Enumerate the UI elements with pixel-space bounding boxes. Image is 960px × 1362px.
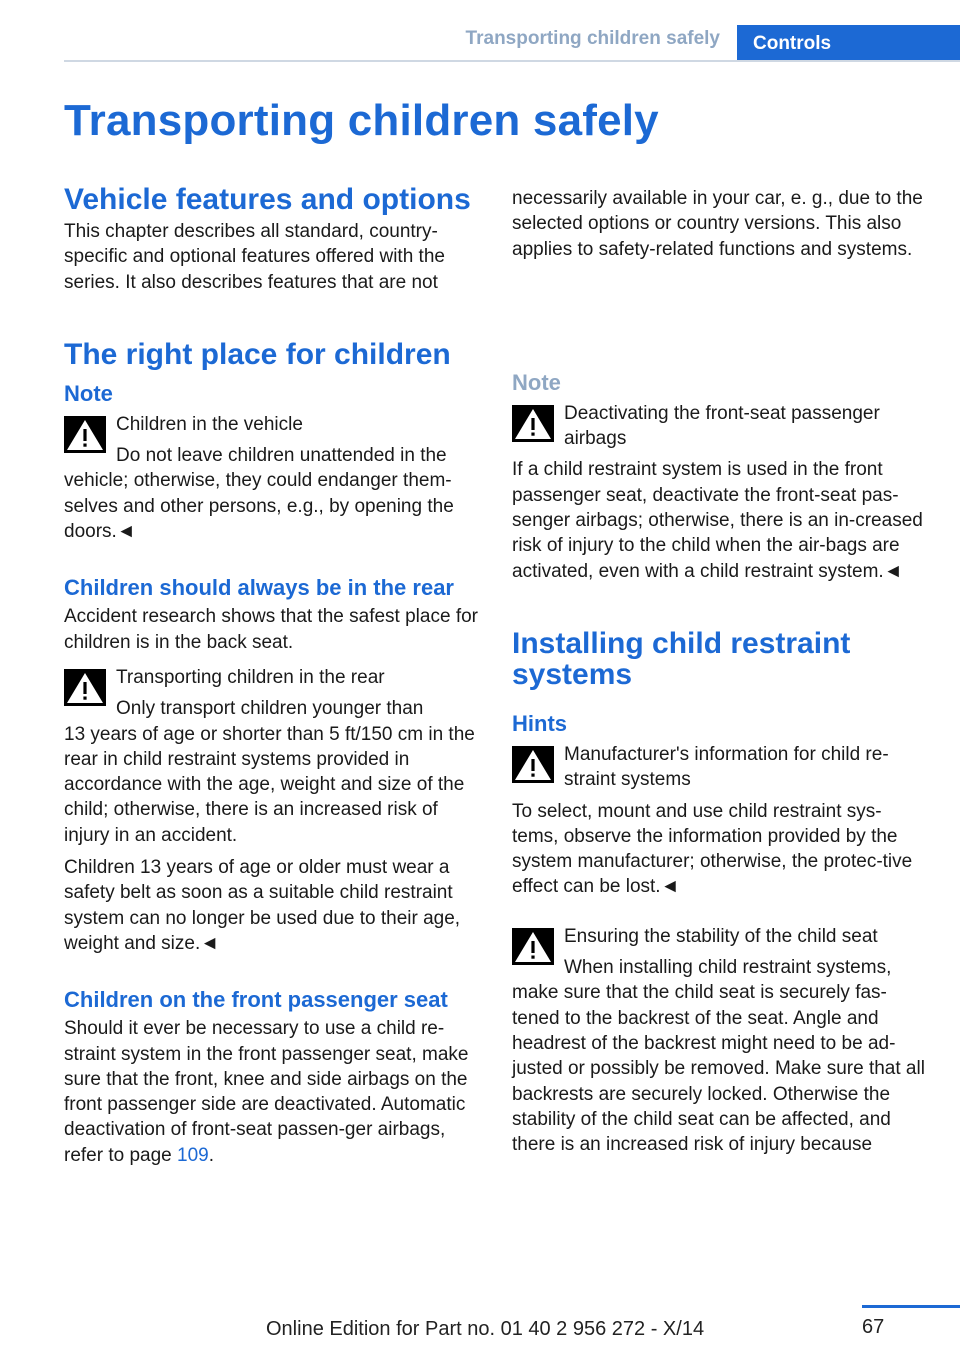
running-header-tab: Controls (737, 25, 960, 62)
warning-manufacturer-info (512, 742, 927, 900)
footer-rule (862, 1305, 960, 1308)
warning-triangle-icon (512, 928, 554, 965)
warning-body: vehicle; otherwise, they could endanger them-selves and other persons, e.g., by opening the doors.◄ (64, 470, 454, 543)
warning-triangle-icon (64, 416, 106, 453)
warning-children-in-vehicle (64, 412, 479, 544)
hints-heading: Hints (512, 710, 567, 736)
warning-child-seat-stability (512, 924, 927, 1158)
warning-title: Manufacturer's information for child re-straint systems (564, 743, 889, 791)
warning-deactivating-airbags (512, 401, 927, 584)
note-heading: Note (512, 369, 561, 395)
page-reference-link[interactable]: 109 (177, 1144, 209, 1166)
warning-first-line: Do not leave children unattended in the (116, 445, 447, 467)
warning-first-line: Only transport children younger than (116, 698, 424, 720)
installing-heading: Installing child restraint systems (512, 626, 851, 691)
warning-title: Ensuring the stability of the child seat (564, 925, 878, 947)
warning-body: If a child restraint system is used in the front passenger seat, deactivate the front-seat pas-senger airbags; otherwise, there is an in-creased risk of injury to the child when the air-bags are activated, even with a child restraint system.◄ (512, 459, 923, 582)
rear-body: Accident research shows that the safest place for children is in the back seat. (64, 606, 478, 653)
note-heading: Note (64, 380, 113, 406)
rear-body-2: Children 13 years of age or older must wear a safety belt as soon as a suitable child restraint system can no longer be used due to their age, weight and size.◄ (64, 857, 461, 954)
warning-triangle-icon (512, 746, 554, 783)
page-number: 67 (862, 1316, 885, 1338)
front-passenger-heading: Children on the front passenger seat (64, 987, 448, 1013)
warning-triangle-icon (512, 405, 554, 442)
rear-heading: Children should always be in the rear (64, 575, 454, 601)
warning-body: To select, mount and use child restraint sys-tems, observe the information provided by the system manufacturer; otherwise, the protec-tive effect can be lost.◄ (512, 800, 913, 898)
vehicle-features-heading: Vehicle features and options (64, 183, 471, 216)
warning-triangle-icon (64, 669, 106, 706)
front-passenger-body: Should it ever be necessary to use a child re-straint system in the front passenger seat, make sure that the front, knee and side airbags on the front passenger side are deactivated. Automatic deactivation of front-seat passen-ger airbags, refer to page 109. (64, 1018, 469, 1166)
header-rule (64, 60, 960, 62)
footer-edition: Online Edition for Part no. 01 40 2 956 272 - X/14 (266, 1318, 705, 1340)
warning-children-in-rear (64, 665, 479, 848)
warning-body: make sure that the child seat is securely fas-tened to the backrest of the seat. Angle and headrest of the backrest might need to be ad-justed or possibly be removed. Make sure that all backrests are securely locked. Otherwise the stability of the child seat can be affected, and there is an increased risk of injury because (512, 982, 925, 1156)
right-place-heading: The right place for children (64, 337, 451, 371)
warning-first-line: When installing child restraint systems, (564, 957, 892, 979)
page-title: Transporting children safely (64, 96, 659, 145)
warning-title: Children in the vehicle (116, 413, 303, 435)
continuation-text: necessarily available in your car, e. g., due to the selected options or country versions. This also applies to safety-related functions and systems. (512, 188, 923, 260)
right-column (512, 186, 927, 1157)
running-header-section: Transporting children safely (465, 28, 720, 49)
warning-body: 13 years of age or shorter than 5 ft/150 cm in the rear in child restraint systems provided in accordance with the age, weight and size of the child; otherwise, there is an increased risk of injury in an accident. (64, 723, 475, 846)
warning-title: Transporting children in the rear (116, 666, 385, 688)
warning-title: Deactivating the front-seat passenger airbags (564, 402, 880, 450)
left-column (64, 184, 479, 1175)
vehicle-features-body: This chapter describes all standard, country-specific and optional features offered with the series. It also describes features that are not (64, 221, 445, 293)
